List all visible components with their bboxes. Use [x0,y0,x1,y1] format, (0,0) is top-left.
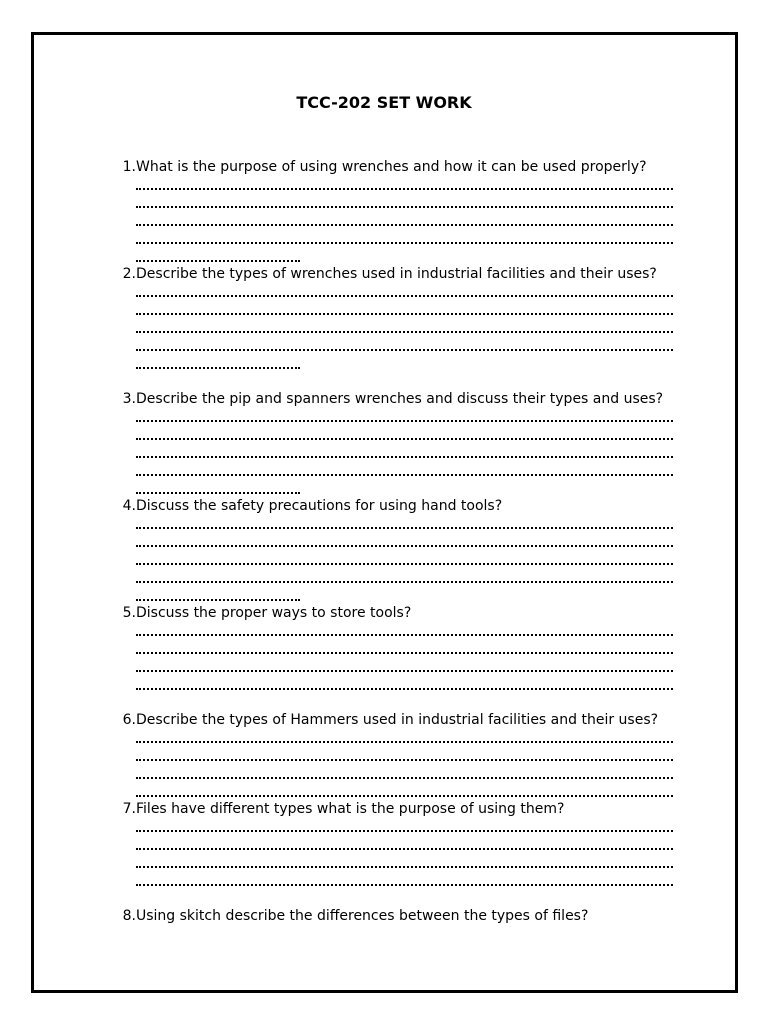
question-text: Describe the types of wrenches used in industrial facilities and their uses? [136,266,657,282]
answer-line [136,319,673,337]
question-number: 2. [122,266,136,282]
answer-line [136,426,673,444]
answer-line [136,587,300,605]
answer-line [136,176,673,194]
question-2 [108,265,678,373]
answer-line [136,854,673,872]
answer-area [136,283,678,373]
answer-line [136,283,673,301]
question-number: 6. [122,712,136,728]
answer-area [136,176,678,266]
answer-line [136,230,673,248]
question-1 [108,158,678,266]
answer-line [136,569,673,587]
answer-line [136,872,673,890]
question-text: Describe the pip and spanners wrenches and discuss their types and uses? [136,391,664,407]
answer-area [136,622,678,694]
answer-line [136,836,673,854]
question-5 [108,604,678,694]
answer-line [136,515,673,533]
answer-line [136,408,673,426]
answer-line [136,747,673,765]
answer-line [136,248,300,266]
answer-line [136,533,673,551]
answer-line [136,480,300,498]
question-8 [108,907,678,925]
answer-line [136,622,673,640]
question-text: Using skitch describe the differences between the types of files? [136,908,589,924]
question-number: 4. [122,498,136,514]
question-4 [108,497,678,605]
answer-line [136,551,673,569]
question-3 [108,390,678,498]
answer-line [136,355,300,373]
answer-line [136,676,673,694]
answer-line [136,658,673,676]
question-number: 8. [122,908,136,924]
answer-line [136,444,673,462]
answer-line [136,194,673,212]
answer-line [136,783,673,801]
answer-line [136,212,673,230]
question-6 [108,711,678,801]
question-7 [108,800,678,890]
question-text: Discuss the safety precautions for using hand tools? [136,498,503,514]
answer-line [136,729,673,747]
answer-area [136,515,678,605]
question-text: Discuss the proper ways to store tools? [136,605,412,621]
answer-line [136,640,673,658]
answer-area [136,408,678,498]
question-number: 7. [122,801,136,817]
question-text: Files have different types what is the purpose of using them? [136,801,565,817]
question-text: What is the purpose of using wrenches and how it can be used properly? [136,159,647,175]
question-number: 3. [122,391,136,407]
answer-area [136,818,678,890]
answer-line [136,765,673,783]
answer-line [136,818,673,836]
answer-line [136,301,673,319]
question-number: 1. [122,159,136,175]
answer-line [136,462,673,480]
answer-line [136,337,673,355]
question-text: Describe the types of Hammers used in industrial facilities and their uses? [136,712,659,728]
answer-area [136,729,678,801]
page-title: TCC-202 SET WORK [296,93,472,112]
question-number: 5. [122,605,136,621]
